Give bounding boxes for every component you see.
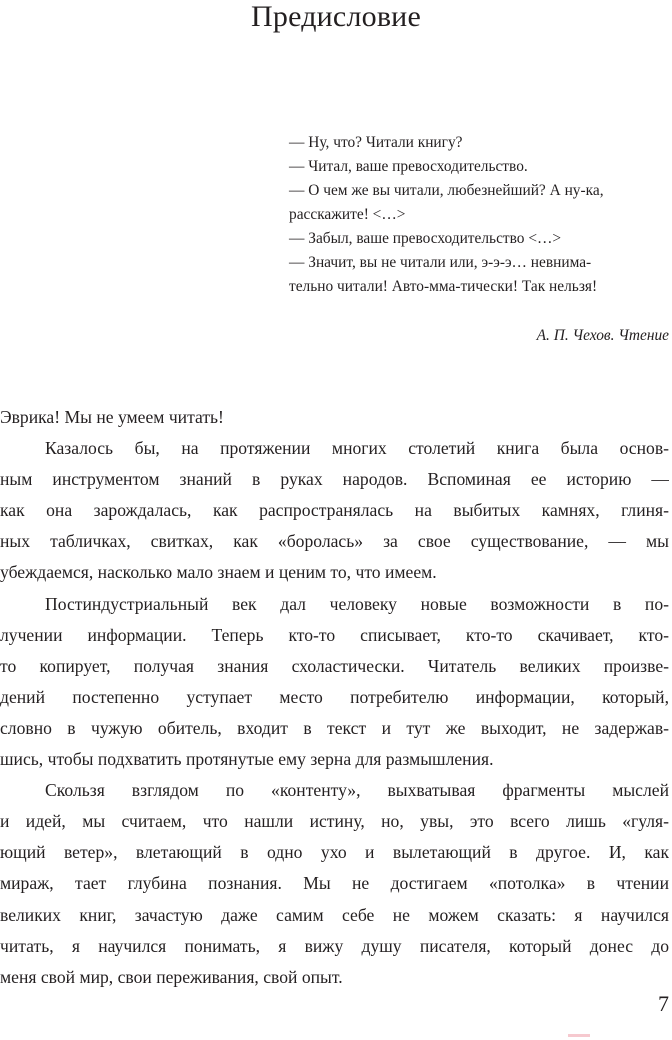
epigraph-line: тельно читали! Авто-мма-тически! Так нельзя!: [289, 278, 598, 295]
epigraph-source: А. П. Чехов. Чтение: [536, 327, 669, 344]
body-line: ных табличках, свитках, как «боролась» за свое существование, — мы: [0, 531, 669, 552]
body-line: Скользя взглядом по «контенту», выхватывая фрагменты мыслей: [45, 780, 669, 801]
body-line: то копирует, получая знания схоластически. Читатель великих произве-: [0, 655, 669, 676]
body-line: шись, чтобы подхватить протянутые ему зерна для размышления.: [0, 749, 494, 770]
body-line: мираж, тает глубина познания. Мы не достигаем «потолка» в чтении: [0, 873, 669, 894]
body-line: ным инструментом знаний в руках народов. Вспоминая ее историю —: [0, 469, 669, 490]
body-line: читать, я научился понимать, я вижу душу писателя, который донес до: [0, 935, 669, 956]
body-line: Казалось бы, на протяжении многих столетий книга была основ-: [45, 438, 669, 459]
epigraph-line: — Ну, что? Читали книгу?: [289, 134, 463, 151]
body-line: меня свой мир, свои переживания, свой опыт.: [0, 966, 343, 987]
body-text: [0, 402, 669, 993]
body-line: ющий ветер», влетающий в одно ухо и вылетающий в другое. И, как: [0, 842, 669, 863]
body-line: Эврика! Мы не умеем читать!: [0, 407, 224, 427]
body-line: лучении информации. Теперь кто-то списывает, кто-то скачивает, кто-: [0, 624, 669, 645]
body-line: дений постепенно уступает место потребителю информации, который,: [0, 686, 669, 707]
body-line: убеждаемся, насколько мало знаем и ценим то, что имеем.: [0, 562, 437, 583]
body-line: и идей, мы считаем, что нашли истину, но, увы, это всего лишь «гуля-: [0, 811, 669, 832]
body-line: Постиндустриальный век дал человеку новые возможности в по-: [45, 593, 669, 614]
epigraph: [289, 131, 669, 299]
page-title: Предисловие: [251, 0, 421, 33]
body-line: великих книг, зачастую даже самим себе не можем сказать: я научился: [0, 904, 669, 925]
corner-mark: [568, 1034, 590, 1037]
epigraph-line: — Забыл, ваше превосходительство <…>: [289, 230, 562, 247]
epigraph-line: — О чем же вы читали, любезнейший? А ну-ка,: [289, 182, 604, 199]
epigraph-line: расскажите! <…>: [289, 206, 406, 223]
epigraph-line: — Значит, вы не читали или, э-э-э… невнима-: [289, 254, 592, 271]
page-number: 7: [658, 991, 669, 1016]
body-line: как она зарождалась, как распространялась на выбитых камнях, глиня-: [0, 500, 669, 521]
epigraph-line: — Читал, ваше превосходительство.: [289, 158, 528, 175]
body-line: словно в чужую обитель, входит в текст и тут же выходит, не задержав-: [0, 717, 669, 738]
